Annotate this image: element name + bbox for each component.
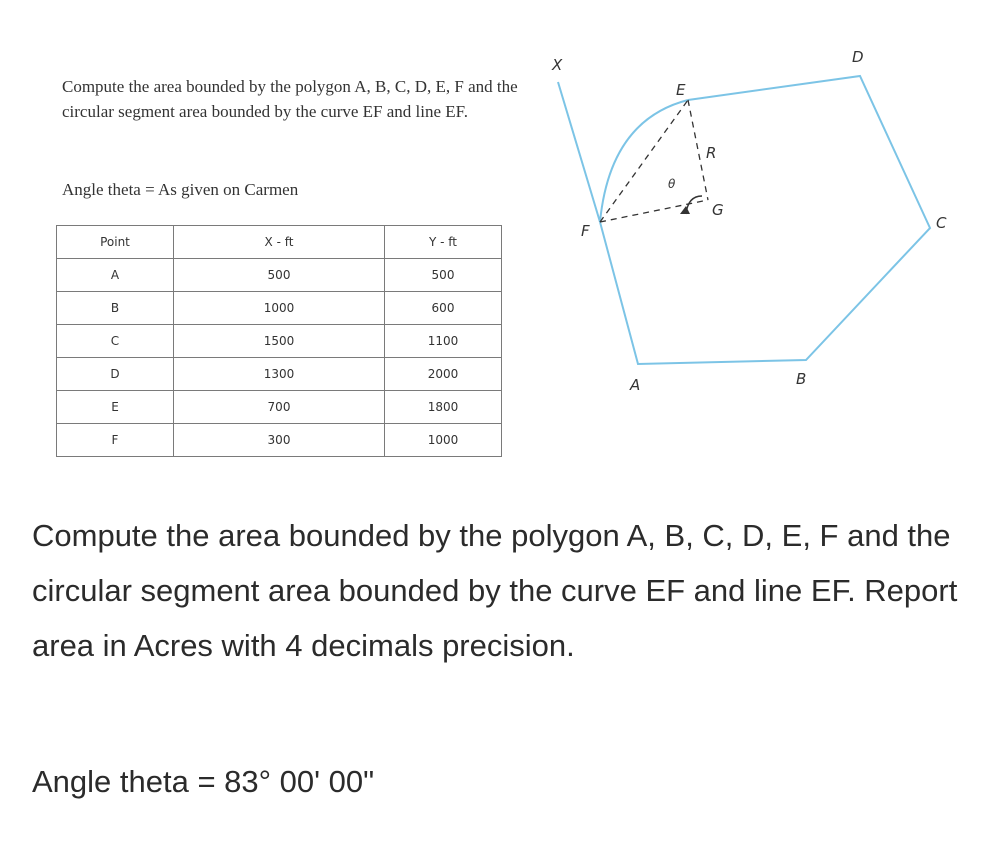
point-cell: B — [57, 292, 174, 325]
theta-arrow-icon — [680, 206, 690, 214]
point-cell: D — [57, 358, 174, 391]
label-r: R — [706, 144, 717, 162]
chord-ef — [600, 100, 688, 222]
label-a: A — [630, 376, 641, 394]
x-cell: 500 — [174, 259, 385, 292]
radius-eg — [688, 100, 708, 200]
header-y: Y - ft — [385, 226, 502, 259]
y-cell: 1800 — [385, 391, 502, 424]
theta-given-text: Angle theta = As given on Carmen — [62, 180, 299, 199]
label-e: E — [676, 81, 686, 99]
y-cell: 2000 — [385, 358, 502, 391]
label-x: X — [552, 56, 563, 74]
label-d: D — [852, 48, 864, 66]
x-cell: 1000 — [174, 292, 385, 325]
polygon-edges — [600, 76, 930, 364]
tangent-line-xf — [558, 82, 600, 222]
label-theta: θ — [668, 177, 676, 191]
x-cell: 1500 — [174, 325, 385, 358]
y-cell: 500 — [385, 259, 502, 292]
x-cell: 1300 — [174, 358, 385, 391]
header-point: Point — [57, 226, 174, 259]
theta-value-text: Angle theta = 83° 00' 00" — [32, 764, 375, 799]
header-x: X - ft — [174, 226, 385, 259]
problem-image-text: Compute the area bounded by the polygon A, B, C, D, E, F and the circular segment area bounded by the curve EF and line EF. — [62, 77, 518, 121]
x-cell: 700 — [174, 391, 385, 424]
label-g: G — [712, 201, 724, 219]
radius-fg — [600, 200, 708, 222]
x-cell: 300 — [174, 424, 385, 457]
label-c: C — [936, 214, 947, 232]
point-cell: A — [57, 259, 174, 292]
point-cell: F — [57, 424, 174, 457]
y-cell: 1000 — [385, 424, 502, 457]
label-b: B — [796, 370, 807, 388]
point-cell: E — [57, 391, 174, 424]
point-cell: C — [57, 325, 174, 358]
label-f: F — [581, 222, 590, 240]
question-text: Compute the area bounded by the polygon A, B, C, D, E, F and the circular segment area bounded by the curve EF and line EF. Report area in Acres with 4 decimals precision. — [32, 518, 958, 663]
y-cell: 600 — [385, 292, 502, 325]
y-cell: 1100 — [385, 325, 502, 358]
